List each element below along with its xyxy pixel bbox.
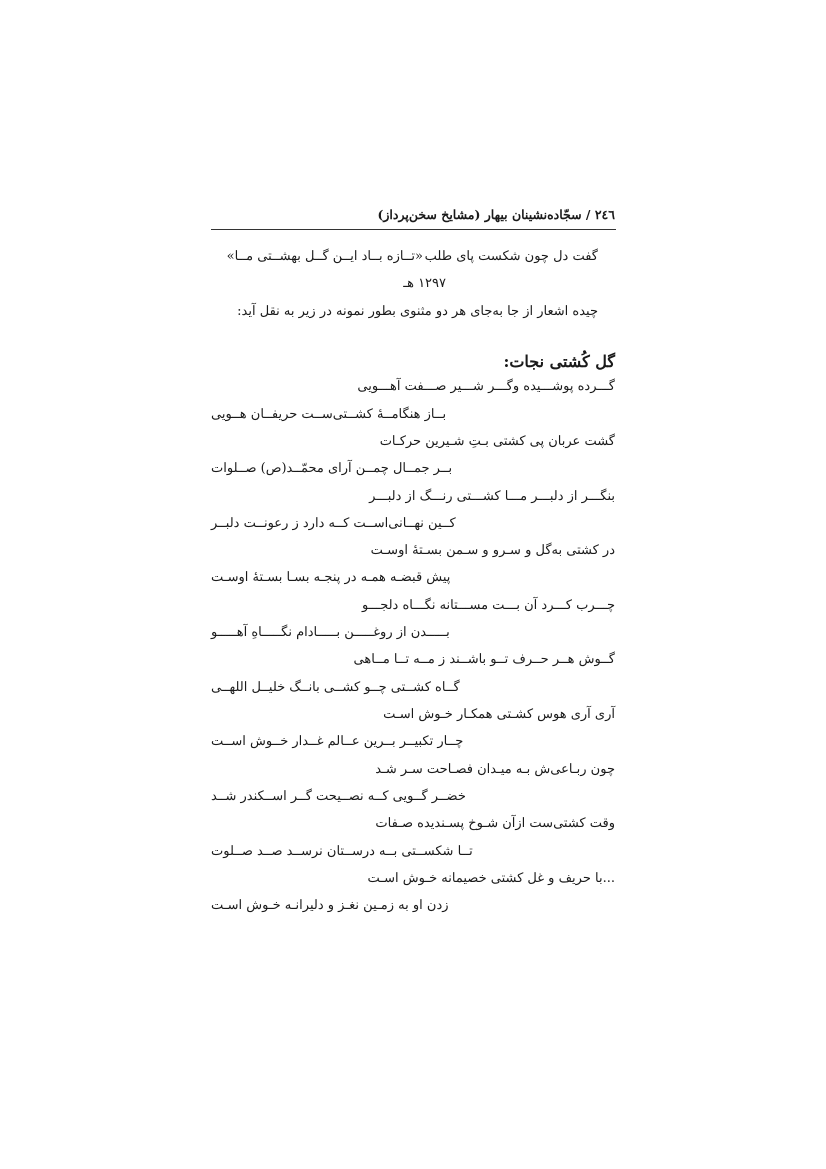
section-title: گل کُشتی نجات: bbox=[503, 352, 615, 371]
verse-line: آری آری هوس کشـتی همکـار خـوش اسـت bbox=[383, 707, 615, 722]
verse-line: زدن او به زمـین نغـز و دلیرانـه خـوش اسـت bbox=[211, 898, 449, 913]
verse-line: بـــــدن از روغـــــن بـــــادام نگـــــاهِ آهـــــو bbox=[211, 625, 450, 640]
verse-line: بــر جمــال چمــن آرای محمّــد(ص) صــلوات bbox=[211, 461, 453, 476]
verse-line: گـــرده پوشـــیده وگـــر شـــیر صـــفت آهـــویی bbox=[357, 379, 615, 394]
opening-couplet-second: «تــازه بــاد ایــن گــل بهشــتی مــا» bbox=[226, 249, 423, 264]
verse-line: چــار تکبیــر بــرین عــالم غــدار خــوش اســت bbox=[211, 734, 464, 749]
intro-paragraph: چیده اشعار از جا به‌جای هر دو مثنوی بطور نمونه در زیر به نقل آید: bbox=[237, 304, 598, 319]
verse-line: گــوش هــر حــرف تــو باشــند ز مــه تــا مــاهی bbox=[353, 652, 615, 667]
verse-line: خضــر گــویی کــه نصــیحت گــر اســکندر شــد bbox=[211, 789, 466, 804]
verse-line: تــا شکســتی بــه درســتان نرســد صــد صــلوت bbox=[211, 844, 473, 859]
opening-couplet-first: گفت دل چون شکست پای طلب bbox=[424, 249, 598, 264]
year-label: ۱۲۹۷ هـ bbox=[403, 276, 446, 291]
verse-line: در کشتی به‌گل و سـرو و سـمن بسـتهٔ اوسـت bbox=[370, 543, 615, 558]
verse-line: وقت کشتی‌ست ازآن شـوخ پسـندیده صـفات bbox=[375, 816, 615, 831]
verse-line: بــاز هنگامــهٔ کشــتی‌ســت حریفــان هــویی bbox=[211, 407, 447, 422]
verse-line: گــاه کشــتی چــو کشــی بانــگ خلیــل اللهــی bbox=[211, 680, 460, 695]
verse-line: گشت عربان پی کشتی بـتِ شـیرین حرکـات bbox=[379, 434, 615, 449]
verse-line: ...با حریف و غل کشتی خصیمانه خـوش اسـت bbox=[367, 871, 615, 886]
verse-line: چون ربـاعی‌ش بـه میـدان فصـاحت سـر شـد bbox=[375, 762, 615, 777]
header-rule bbox=[211, 229, 616, 230]
verse-line: پیش قبضـه همـه در پنجـه بسـا بسـتهٔ اوسـت bbox=[211, 570, 451, 585]
verse-line: چـــرب کـــرد آن بـــت مســـتانه نگـــاه دلجـــو bbox=[362, 598, 615, 613]
verse-line: بنگـــر از دلبـــر مـــا کشـــتی رنـــگ از دلبـــر bbox=[369, 489, 615, 504]
verse-line: کــین نهــانی‌اســت کــه دارد ز رعونــت دلبــر bbox=[211, 516, 456, 531]
running-head: ٢٤٦ / سجّاده‌نشینان بیهار (مشایخ سخن‌پرداز) bbox=[377, 207, 615, 222]
